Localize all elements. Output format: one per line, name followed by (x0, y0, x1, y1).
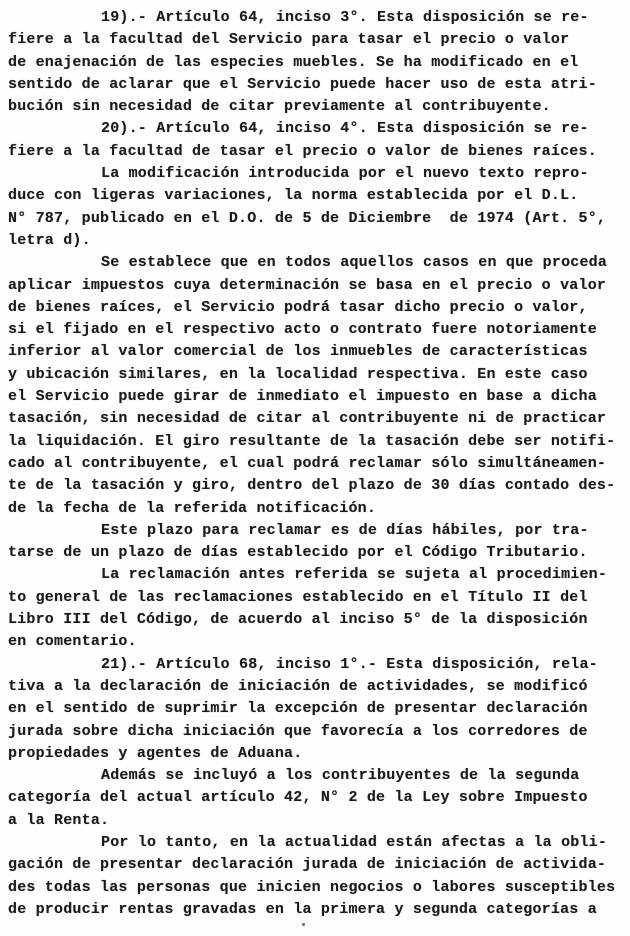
text-line: aplicar impuestos cuya determinación se basa en el precio o valor (8, 276, 607, 294)
text-line: propiedades y agentes de Aduana. (8, 744, 303, 762)
text-line: letra d). (8, 231, 91, 249)
text-line: Se establece que en todos aquellos casos en que proceda (101, 254, 608, 272)
text-line: tasación, sin necesidad de citar al contribuyente ni de practicar (8, 410, 607, 428)
text-line: el Servicio puede girar de inmediato el impuesto en base a dicha (8, 388, 597, 406)
text-line: N° 787, publicado en el D.O. de 5 de Diciembre de 1974 (Art. 5°, (8, 209, 607, 227)
text-line: y ubicación similares, en la localidad respectiva. En este caso (8, 365, 588, 383)
text-line: gación de presentar declaración jurada de iniciación de activida- (8, 856, 607, 874)
text-line: Además se incluyó a los contribuyentes de la segunda (101, 767, 580, 785)
text-line: de enajenación de las especies muebles. Se ha modificado en el (8, 53, 579, 71)
text-line: des todas las personas que inicien negocios o labores susceptibles (8, 878, 616, 896)
text-line: 20).- Artículo 64, inciso 4°. Esta disposición se re- (101, 120, 589, 138)
text-line: Por lo tanto, en la actualidad están afectas a la obli- (101, 833, 608, 851)
text-line: 21).- Artículo 68, inciso 1°.- Esta disposición, rela- (101, 655, 598, 673)
typewritten-text-block (8, 7, 628, 921)
text-line: categoría del actual artículo 42, N° 2 de la Ley sobre Impuesto (8, 789, 588, 807)
text-line: bución sin necesidad de citar previamente al contribuyente. (8, 98, 551, 116)
text-line: La reclamación antes referida se sujeta al procedimien- (101, 566, 608, 584)
text-line: si el fijado en el respectivo acto o contrato fuere notoriamente (8, 321, 597, 339)
text-line: a la Renta. (8, 811, 110, 829)
text-line: Libro III del Código, de acuerdo al inciso 5° de la disposición (8, 611, 588, 629)
text-line: 19).- Artículo 64, inciso 3°. Esta disposición se re- (101, 9, 589, 26)
text-line: de bienes raíces, el Servicio podrá tasar dicho precio o valor, (8, 298, 588, 316)
text-line: sentido de aclarar que el Servicio puede hacer uso de esta atri- (8, 75, 597, 93)
text-line: tiva a la declaración de iniciación de actividades, se modificó (8, 677, 588, 695)
scan-speck (302, 923, 305, 926)
text-line: fiere a la facultad del Servicio para tasar el precio o valor (8, 31, 570, 49)
text-line: de producir rentas gravadas en la primera y segunda categorías a (8, 900, 597, 918)
text-line: fiere a la facultad de tasar el precio o valor de bienes raíces. (8, 142, 597, 160)
text-line: duce con ligeras variaciones, la norma establecida por el D.L. (8, 187, 579, 205)
text-line: to general de las reclamaciones establecido en el Título II del (8, 588, 588, 606)
text-line: la liquidación. El giro resultante de la tasación debe ser notifi- (8, 432, 616, 450)
text-line: Este plazo para reclamar es de días hábiles, por tra- (101, 521, 589, 539)
text-line: de la fecha de la referida notificación. (8, 499, 377, 517)
text-line: en comentario. (8, 633, 137, 651)
text-line: inferior al valor comercial de los inmuebles de características (8, 343, 588, 361)
text-line: en el sentido de suprimir la excepción de presentar declaración (8, 700, 588, 718)
text-line: tarse de un plazo de días establecido por el Código Tributario. (8, 544, 588, 562)
text-line: La modificación introducida por el nuevo texto repro- (101, 165, 589, 183)
text-line: jurada sobre dicha iniciación que favorecía a los corredores de (8, 722, 588, 740)
text-line: cado al contribuyente, el cual podrá reclamar sólo simultáneamen- (8, 454, 607, 472)
text-line: te de la tasación y giro, dentro del plazo de 30 días contado des- (8, 477, 616, 495)
